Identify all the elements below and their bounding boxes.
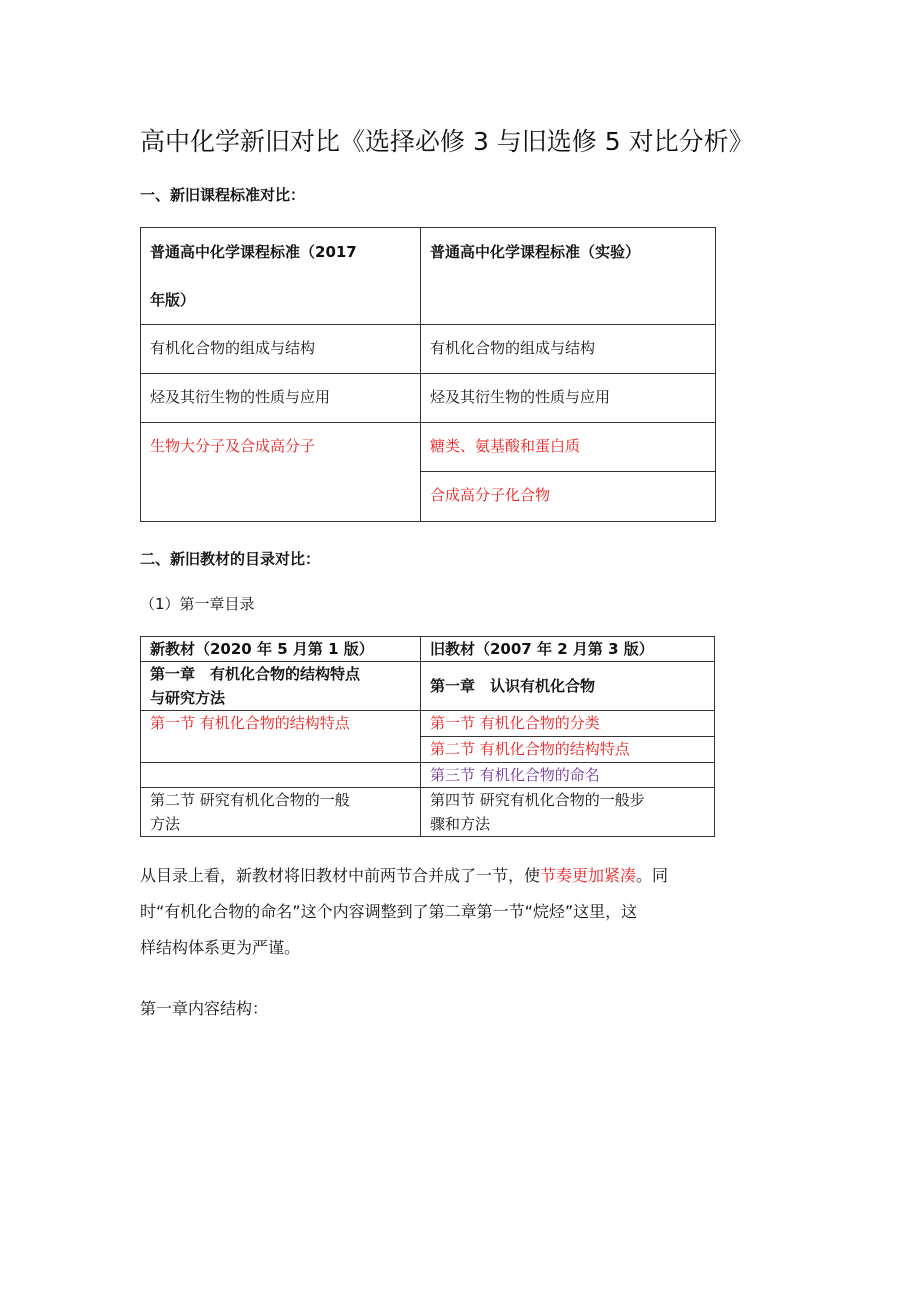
old-section-1: 第一节 有机化合物的分类	[421, 711, 715, 737]
table-cell: 生物大分子及合成高分子	[141, 423, 421, 522]
highlight-text: 节奏更加紧凑	[540, 866, 637, 885]
paragraph-line: 样结构体系更为严谨。	[140, 938, 301, 957]
document-title: 高中化学新旧对比《选择必修 3 与旧选修 5 对比分析》	[140, 127, 754, 156]
table-cell: 糖类、氨基酸和蛋白质	[421, 423, 716, 472]
old-section-4	[421, 788, 715, 837]
table-cell: 烃及其衍生物的性质与应用	[141, 374, 421, 423]
empty-cell	[141, 763, 421, 788]
chapter-new	[141, 662, 421, 711]
line: 与研究方法	[150, 689, 226, 707]
line: 第二节 研究有机化合物的一般	[150, 791, 350, 809]
line: 骤和方法	[430, 815, 491, 833]
section2-subheading: （1）第一章目录	[140, 595, 255, 613]
table-cell: 有机化合物的组成与结构	[141, 325, 421, 374]
table-cell: 合成高分子化合物	[421, 472, 716, 522]
table-of-contents-comparison	[140, 636, 715, 837]
analysis-paragraph	[140, 858, 775, 966]
line: 方法	[150, 815, 181, 833]
old-section-3: 第三节 有机化合物的命名	[421, 763, 715, 788]
header-cell-old: 普通高中化学课程标准（实验）	[421, 228, 716, 325]
header-line: 年版）	[150, 291, 196, 309]
curriculum-standard-table	[140, 227, 716, 522]
new-section-2	[141, 788, 421, 837]
section1-heading: 一、新旧课程标准对比：	[140, 186, 306, 204]
header-cell-old: 旧教材（2007 年 2 月第 3 版）	[421, 637, 715, 662]
structure-heading: 第一章内容结构：	[140, 999, 269, 1018]
old-section-2: 第二节 有机化合物的结构特点	[421, 737, 715, 763]
header-line: 普通高中化学课程标准（2017	[150, 243, 357, 261]
header-cell-new	[141, 228, 421, 325]
table-cell: 烃及其衍生物的性质与应用	[421, 374, 716, 423]
text: 从目录上看，新教材将旧教材中前两节合并成了一节，使	[140, 866, 541, 885]
table-cell: 有机化合物的组成与结构	[421, 325, 716, 374]
paragraph-line: 时“有机化合物的命名”这个内容调整到了第二章第一节“烷烃”这里，这	[140, 902, 638, 921]
new-section-1: 第一节 有机化合物的结构特点	[141, 711, 421, 763]
chapter-old: 第一章 认识有机化合物	[421, 662, 715, 711]
line: 第一章 有机化合物的结构特点	[150, 665, 361, 683]
paragraph-line	[140, 858, 775, 894]
line: 第四节 研究有机化合物的一般步	[430, 791, 645, 809]
section2-heading: 二、新旧教材的目录对比：	[140, 550, 321, 568]
text: 。同	[636, 866, 669, 885]
header-cell-new: 新教材（2020 年 5 月第 1 版）	[141, 637, 421, 662]
